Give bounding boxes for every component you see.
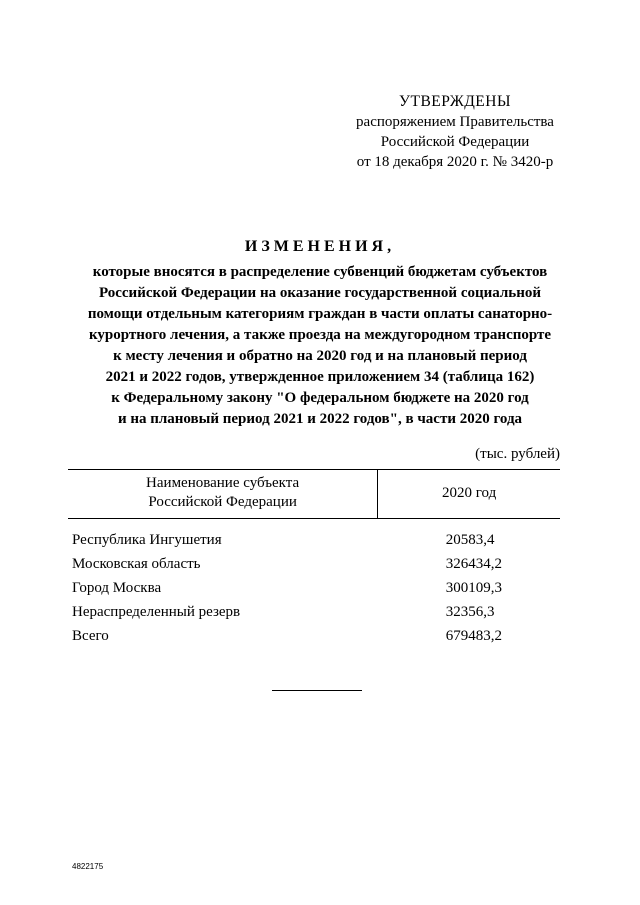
column-header-text: Российской Федерации [148, 494, 297, 510]
subtitle-line: помощи отдельным категориям граждан в части оплаты санаторно- [87, 306, 553, 322]
document-subtitle [60, 262, 580, 430]
approval-block [330, 92, 580, 172]
subtitle-line: которые вносятся в распределение субвенций бюджетам субъектов [92, 264, 548, 280]
subtitle-line: курортного лечения, а также проезда на междугородном транспорте [88, 327, 552, 343]
table-row-total [68, 624, 560, 648]
table-header-row [68, 470, 560, 519]
amount-value: 326434,2 [445, 556, 502, 572]
amount-value: 300109,3 [445, 580, 502, 596]
region-name: Нераспределенный резерв [72, 604, 241, 620]
region-name: Московская область [72, 556, 201, 572]
column-header-region [68, 470, 378, 519]
subtitle-line: Российской Федерации на оказание государственной социальной [98, 285, 542, 301]
approval-heading: УТВЕРЖДЕНЫ [399, 93, 511, 110]
document-title: ИЗМЕНЕНИЯ, [244, 238, 396, 255]
subtitle-line: 2021 и 2022 годов, утвержденное приложением 34 (таблица 162) [105, 369, 535, 385]
table-row [68, 576, 560, 600]
region-name: Город Москва [72, 580, 162, 596]
column-header-year: 2020 год [378, 470, 560, 519]
table-row [68, 552, 560, 576]
approval-line: распоряжением Правительства [356, 114, 554, 130]
document-code: 4822175 [72, 862, 104, 871]
allocation-table [68, 469, 560, 648]
amount-value: 20583,4 [445, 532, 495, 548]
table-row [68, 519, 560, 553]
subtitle-line: к Федеральному закону "О федеральном бюджете на 2020 год [111, 390, 529, 406]
end-divider [272, 690, 362, 691]
approval-line: от 18 декабря 2020 г. № 3420-р [356, 154, 554, 170]
total-value: 679483,2 [445, 628, 502, 644]
amount-value: 32356,3 [445, 604, 495, 620]
subtitle-line: и на плановый период 2021 и 2022 годов", в части 2020 года [117, 411, 523, 427]
table-row [68, 600, 560, 624]
region-name: Республика Ингушетия [72, 532, 222, 548]
column-header-text: Наименование субъекта [146, 475, 300, 491]
total-label: Всего [72, 628, 109, 644]
units-label: (тыс. рублей) [475, 446, 560, 462]
approval-line: Российской Федерации [380, 134, 530, 150]
subtitle-line: к месту лечения и обратно на 2020 год и на плановый период [113, 348, 527, 364]
